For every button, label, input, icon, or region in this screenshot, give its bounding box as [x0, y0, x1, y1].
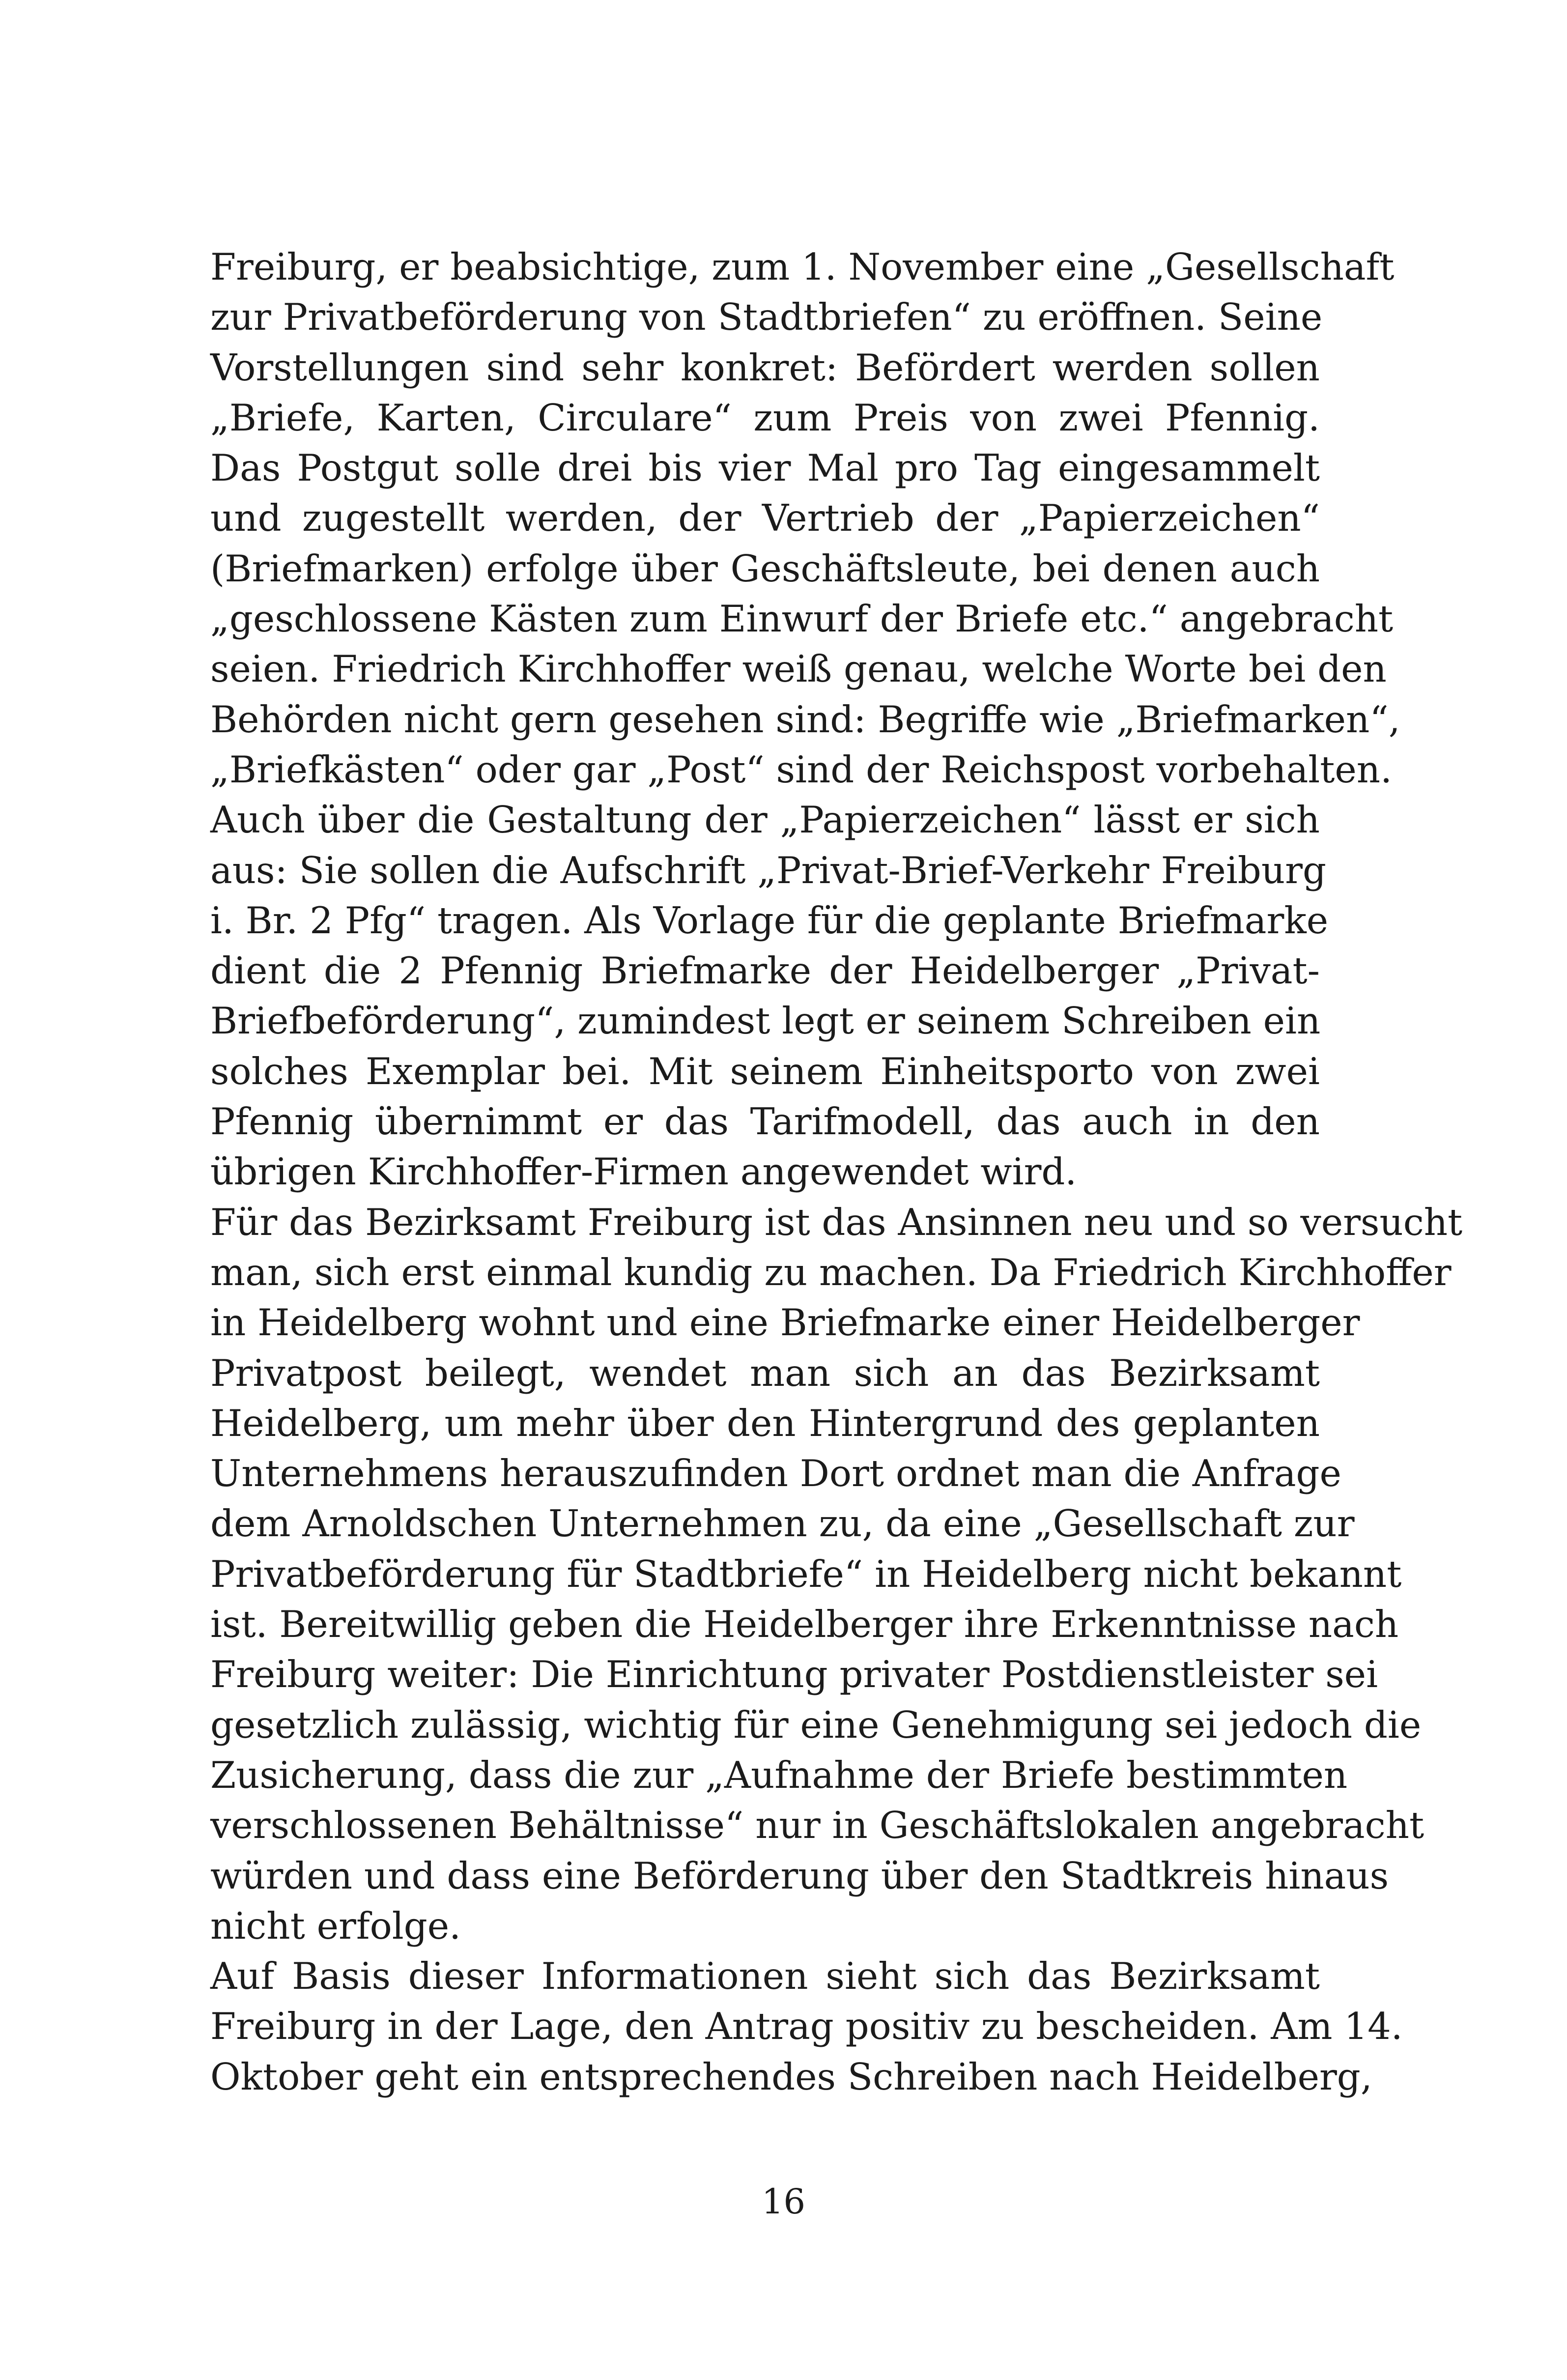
- text-line: Behörden nicht gern gesehen sind: Begriffe wie „Briefmarken“,: [210, 697, 1400, 741]
- page-number: 16: [761, 2181, 806, 2222]
- paragraph-1: [210, 242, 1400, 1197]
- text-line: Freiburg in der Lage, den Antrag positiv zu bescheiden. Am 14.: [210, 2005, 1403, 2048]
- text-line: „Briefkästen“ oder gar „Post“ sind der Reichspost vorbehalten.: [210, 747, 1392, 791]
- text-line: nicht erfolge.: [210, 1904, 461, 1948]
- text-line: Zusicherung, dass die zur „Aufnahme der Briefe bestimmten: [210, 1753, 1348, 1797]
- text-line: übrigen Kirchhoffer-Firmen angewendet wird.: [210, 1150, 1077, 1194]
- text-line: Briefbeförderung“, zumindest legt er seinem Schreiben ein: [210, 999, 1321, 1043]
- text-line: man, sich erst einmal kundig zu machen. Da Friedrich Kirchhoffer: [210, 1250, 1452, 1294]
- text-line: Privatpost beilegt, wendet man sich an das Bezirksamt: [210, 1351, 1320, 1395]
- text-line: dem Arnoldschen Unternehmen zu, da eine „Gesellschaft zur: [210, 1502, 1355, 1546]
- text-line: Auch über die Gestaltung der „Papierzeichen“ lässt er sich: [210, 798, 1320, 842]
- text-line: gesetzlich zulässig, wichtig für eine Genehmigung sei jedoch die: [210, 1703, 1422, 1747]
- text-line: „Briefe, Karten, Circulare“ zum Preis von zwei Pfennig.: [210, 396, 1320, 439]
- text-line: Das Postgut solle drei bis vier Mal pro Tag eingesammelt: [210, 446, 1320, 490]
- text-line: Vorstellungen sind sehr konkret: Befördert werden sollen: [210, 345, 1320, 389]
- text-line: „geschlossene Kästen zum Einwurf der Briefe etc.“ angebracht: [210, 597, 1394, 641]
- text-line: verschlossenen Behältnisse“ nur in Geschäftslokalen angebracht: [210, 1804, 1425, 1847]
- text-line: würden und dass eine Beförderung über den Stadtkreis hinaus: [210, 1854, 1389, 1897]
- body-text: [210, 242, 1463, 2102]
- text-line: in Heidelberg wohnt und eine Briefmarke einer Heidelberger: [210, 1301, 1360, 1345]
- text-line: Für das Bezirksamt Freiburg ist das Ansinnen neu und so versucht: [210, 1200, 1463, 1244]
- text-line: solches Exemplar bei. Mit seinem Einheitsporto von zwei: [210, 1049, 1320, 1093]
- text-line: Pfennig übernimmt er das Tarifmodell, das auch in den: [210, 1100, 1320, 1144]
- text-line: Auf Basis dieser Informationen sieht sich das Bezirksamt: [210, 1954, 1320, 1998]
- text-line: seien. Friedrich Kirchhoffer weiß genau, welche Worte bei den: [210, 647, 1387, 691]
- text-line: Freiburg weiter: Die Einrichtung privater Postdienstleister sei: [210, 1653, 1378, 1696]
- text-line: (Briefmarken) erfolge über Geschäftsleute, bei denen auch: [210, 546, 1320, 590]
- text-line: zur Privatbeförderung von Stadtbriefen“ zu eröffnen. Seine: [210, 295, 1323, 339]
- text-line: ist. Bereitwillig geben die Heidelberger ihre Erkenntnisse nach: [210, 1603, 1399, 1646]
- text-line: Privatbeförderung für Stadtbriefe“ in Heidelberg nicht bekannt: [210, 1552, 1402, 1596]
- text-line: i. Br. 2 Pfg“ tragen. Als Vorlage für die geplante Briefmarke: [210, 898, 1329, 942]
- paragraph-3: [210, 1951, 1403, 2102]
- text-line: Oktober geht ein entsprechendes Schreiben nach Heidelberg,: [210, 2055, 1372, 2098]
- paragraph-2: [210, 1197, 1463, 1951]
- text-line: Freiburg, er beabsichtige, zum 1. November eine „Gesellschaft: [210, 245, 1395, 288]
- text-line: dient die 2 Pfennig Briefmarke der Heidelberger „Privat-: [210, 949, 1320, 993]
- text-line: aus: Sie sollen die Aufschrift „Privat-Brief-Verkehr Freiburg: [210, 848, 1326, 892]
- text-line: Unternehmens herauszufinden Dort ordnet man die Anfrage: [210, 1452, 1341, 1495]
- text-line: Heidelberg, um mehr über den Hintergrund des geplanten: [210, 1401, 1320, 1445]
- text-line: und zugestellt werden, der Vertrieb der „Papierzeichen“: [210, 496, 1320, 540]
